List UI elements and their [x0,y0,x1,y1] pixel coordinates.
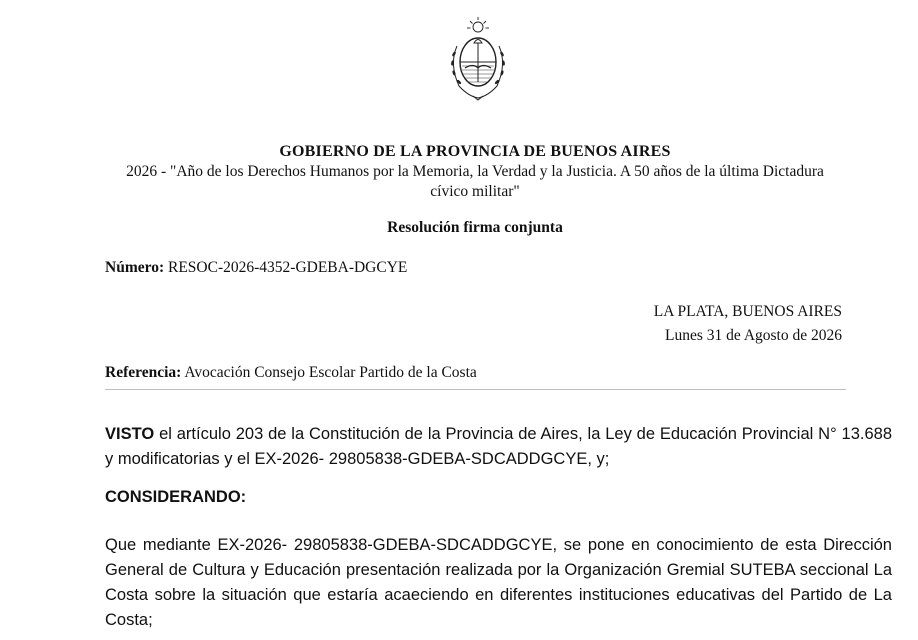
considerando-heading: CONSIDERANDO: [105,488,247,506]
year-motto: 2026 - "Año de los Derechos Humanos por la Memoria, la Verdad y la Justicia. A 50 años de la última Dictadura cívico militar" [126,163,824,200]
coat-of-arms-seal [443,16,513,102]
reference-label: Referencia: [105,364,182,381]
date: Lunes 31 de Agosto de 2026 [665,327,842,344]
considerando-paragraph-1: Que mediante EX-2026- 29805838-GDEBA-SDCADDGCYE, se pone en conocimiento de esta Dirección General de Cultura y Educación presentación realizada por la Organización Gremial SUTEBA seccional La Costa sobre la situación que estaría acaeciendo en diferentes instituciones educativas del Partido de La Costa; [105,536,892,629]
number-label: Número: [105,259,165,276]
government-title: GOBIERNO DE LA PROVINCIA DE BUENOS AIRES [279,143,671,160]
place: LA PLATA, BUENOS AIRES [653,303,842,320]
visto-paragraph [105,422,892,472]
visto-text: el artículo 203 de la Constitución de la Provincia de Aires, la Ley de Educación Provincial N° 13.688 y modificatorias y el EX-2026- 29805838-GDEBA-SDCADDGCYE, y; [105,425,892,468]
number-value: RESOC-2026-4352-GDEBA-DGCYE [168,259,408,276]
document-number [105,259,407,277]
place-and-date [654,300,842,348]
visto-label: VISTO [105,425,155,443]
reference [105,364,477,382]
divider [105,389,846,390]
reference-value: Avocación Consejo Escolar Partido de la Costa [184,364,477,381]
document-type: Resolución firma conjunta [387,219,563,236]
